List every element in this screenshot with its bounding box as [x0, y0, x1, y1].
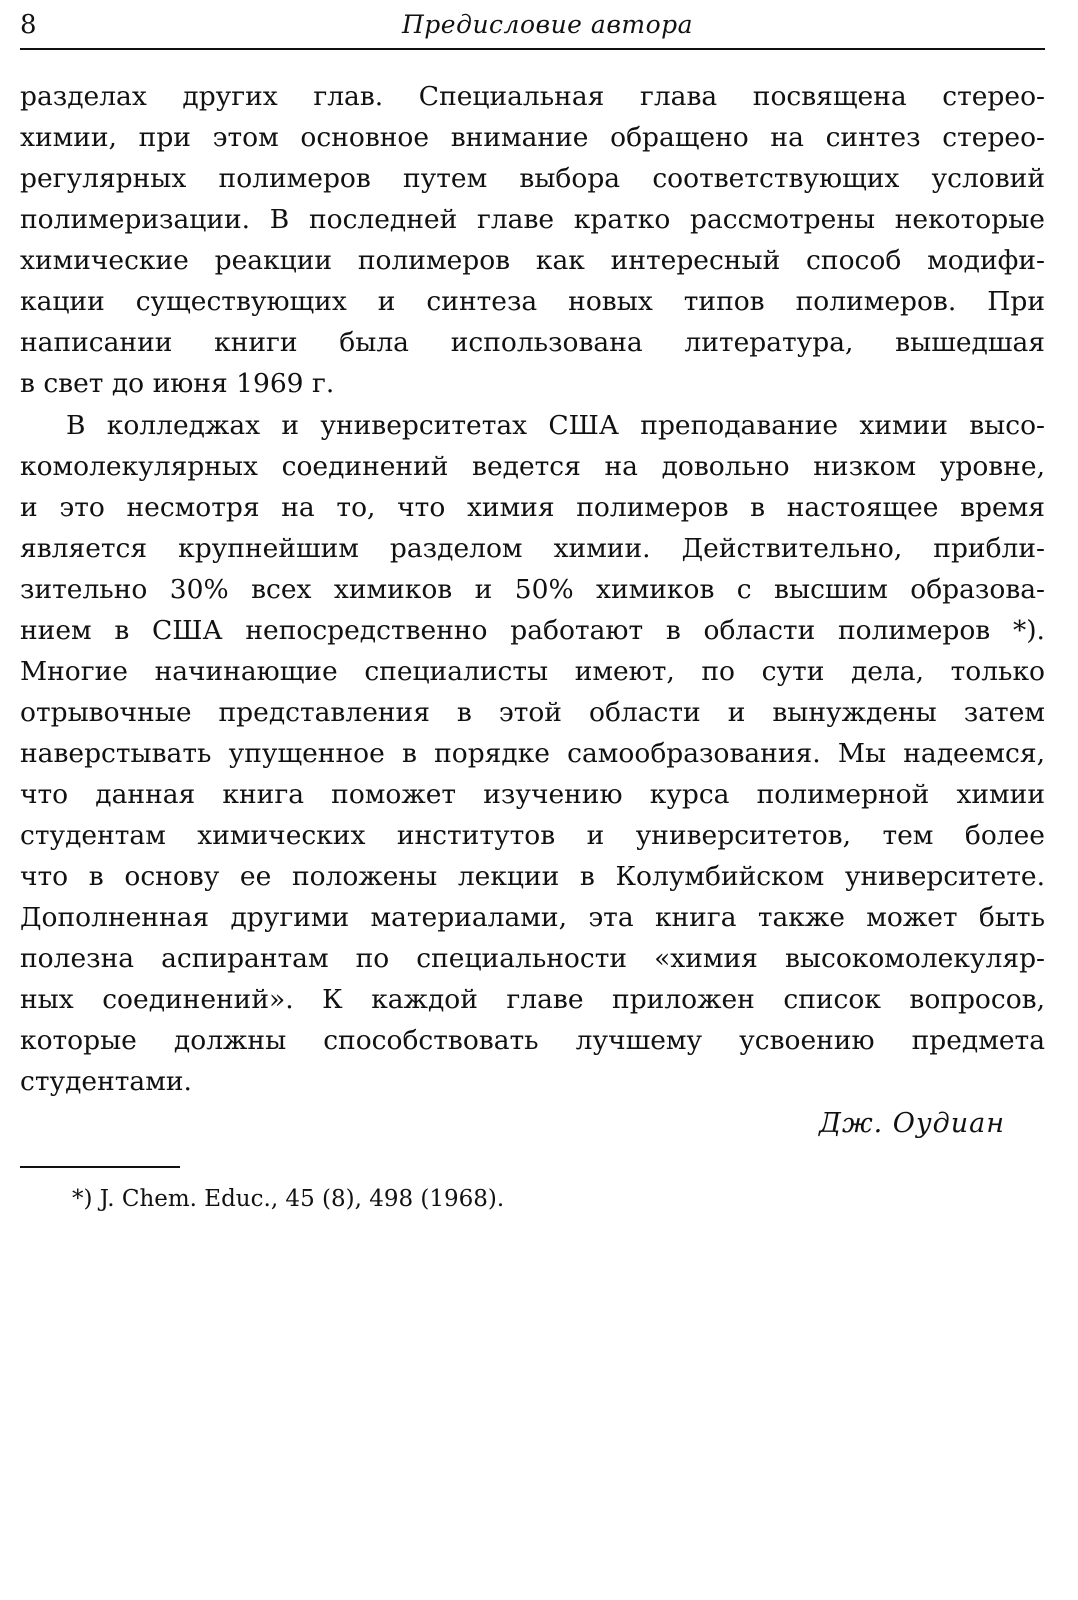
text-line: ных соединений». К каждой главе приложен список вопросов,	[20, 984, 1045, 1015]
text-line: кации существующих и синтеза новых типов полимеров. При	[20, 286, 1045, 317]
text-line: в свет до июня 1969 г.	[20, 368, 335, 399]
text-line: студентам химических институтов и университетов, тем более	[20, 820, 1045, 851]
text-line: студентами.	[20, 1066, 192, 1097]
footnote: *) J. Chem. Educ., 45 (8), 498 (1968).	[72, 1186, 505, 1212]
running-head: Предисловие автора	[402, 10, 694, 39]
text-line: полимеризации. В последней главе кратко рассмотрены некоторые	[20, 204, 1045, 235]
author-signature: Дж. Оудиан	[819, 1108, 1005, 1139]
header-rule	[20, 48, 1045, 50]
text-line: является крупнейшим разделом химии. Действительно, прибли-	[20, 533, 1045, 564]
paragraph-1	[20, 76, 1045, 404]
paragraph-2	[20, 405, 1045, 1102]
page-number: 8	[20, 10, 37, 40]
body-text	[20, 76, 1045, 1103]
text-line: наверстывать упущенное в порядке самообразования. Мы надеемся,	[20, 738, 1045, 769]
text-line: Дополненная другими материалами, эта книга также может быть	[20, 902, 1045, 933]
text-line: химические реакции полимеров как интересный способ модифи-	[20, 245, 1045, 276]
text-line: комолекулярных соединений ведется на довольно низком уровне,	[20, 451, 1045, 482]
footnote-rule	[20, 1166, 180, 1168]
text-line: что в основу ее положены лекции в Колумбийском университете.	[20, 861, 1045, 892]
text-line: химии, при этом основное внимание обращено на синтез стерео-	[20, 122, 1045, 153]
text-line: полезна аспирантам по специальности «химия высокомолекуляр-	[20, 943, 1045, 974]
text-line: которые должны способствовать лучшему усвоению предмета	[20, 1025, 1045, 1056]
text-line: что данная книга поможет изучению курса полимерной химии	[20, 779, 1045, 810]
text-line: нием в США непосредственно работают в области полимеров *).	[20, 615, 1045, 646]
text-line: В колледжах и университетах США преподавание химии высо-	[66, 410, 1045, 441]
text-line: зительно 30% всех химиков и 50% химиков с высшим образова-	[20, 574, 1045, 605]
text-line: написании книги была использована литература, вышедшая	[20, 327, 1045, 358]
text-line: разделах других глав. Специальная глава посвящена стерео-	[20, 81, 1045, 112]
text-line: отрывочные представления в этой области и вынуждены затем	[20, 697, 1045, 728]
text-line: Многие начинающие специалисты имеют, по сути дела, только	[20, 656, 1045, 687]
text-line: и это несмотря на то, что химия полимеров в настоящее время	[20, 492, 1045, 523]
page-header	[20, 8, 1045, 44]
text-line: регулярных полимеров путем выбора соответствующих условий	[20, 163, 1045, 194]
book-page	[20, 0, 1045, 1600]
